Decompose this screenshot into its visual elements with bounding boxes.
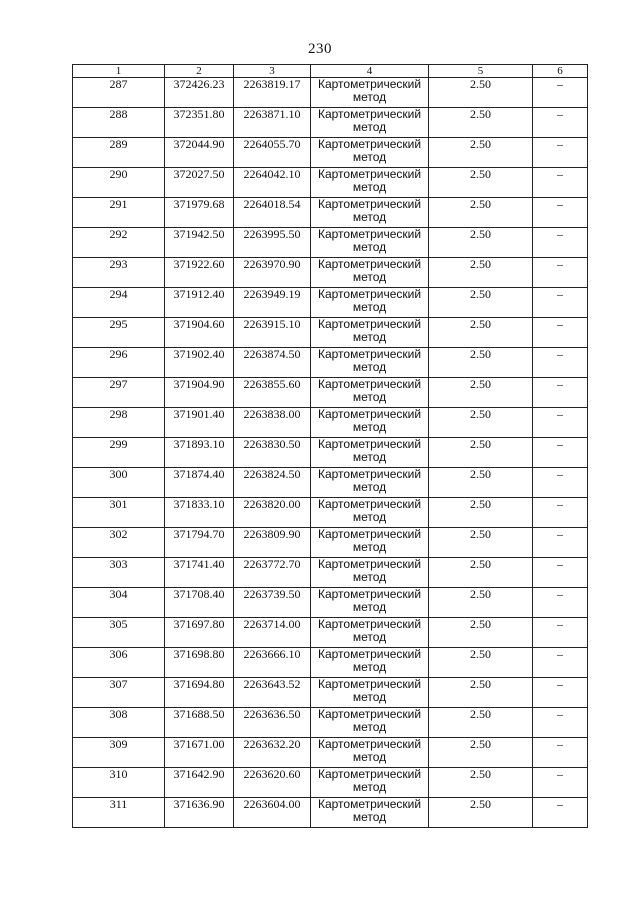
point-number-cell: 307	[73, 678, 165, 708]
note-cell: –	[533, 78, 588, 108]
table-row	[73, 198, 588, 228]
x-coordinate-cell: 372426.23	[165, 78, 234, 108]
point-number-cell: 306	[73, 648, 165, 678]
method-word-line: метод	[352, 540, 387, 554]
y-coordinate-cell: 2263809.90	[234, 528, 311, 558]
table-row	[73, 258, 588, 288]
table-row	[73, 108, 588, 138]
method-cell	[311, 648, 429, 678]
method-name-line: Картометрический	[317, 377, 422, 391]
y-coordinate-cell: 2263824.50	[234, 468, 311, 498]
accuracy-cell: 2.50	[429, 648, 533, 678]
note-cell: –	[533, 678, 588, 708]
method-name-line: Картометрический	[317, 617, 422, 631]
accuracy-cell: 2.50	[429, 498, 533, 528]
accuracy-cell: 2.50	[429, 528, 533, 558]
note-cell: –	[533, 348, 588, 378]
note-cell: –	[533, 228, 588, 258]
table-row	[73, 528, 588, 558]
note-cell: –	[533, 618, 588, 648]
method-word-line: метод	[352, 600, 387, 614]
table-header	[73, 65, 588, 78]
table-row	[73, 228, 588, 258]
method-name-line: Картометрический	[317, 497, 422, 511]
method-word-line: метод	[352, 810, 387, 824]
method-name-line: Картометрический	[317, 707, 422, 721]
note-cell: –	[533, 108, 588, 138]
table-row	[73, 288, 588, 318]
point-number-cell: 298	[73, 408, 165, 438]
method-cell	[311, 708, 429, 738]
method-name-line: Картометрический	[317, 677, 422, 691]
note-cell: –	[533, 168, 588, 198]
accuracy-cell: 2.50	[429, 798, 533, 828]
note-cell: –	[533, 588, 588, 618]
x-coordinate-cell: 371708.40	[165, 588, 234, 618]
x-coordinate-cell: 371697.80	[165, 618, 234, 648]
point-number-cell: 308	[73, 708, 165, 738]
accuracy-cell: 2.50	[429, 228, 533, 258]
point-number-cell: 294	[73, 288, 165, 318]
page-number: 230	[308, 41, 332, 57]
x-coordinate-cell: 371694.80	[165, 678, 234, 708]
header-col-2: 2	[165, 65, 234, 78]
method-cell	[311, 228, 429, 258]
method-name-line: Картометрический	[317, 287, 422, 301]
accuracy-cell: 2.50	[429, 438, 533, 468]
table-row	[73, 558, 588, 588]
x-coordinate-cell: 371922.60	[165, 258, 234, 288]
point-number-cell: 289	[73, 138, 165, 168]
note-cell: –	[533, 318, 588, 348]
y-coordinate-cell: 2263643.52	[234, 678, 311, 708]
note-cell: –	[533, 738, 588, 768]
y-coordinate-cell: 2264018.54	[234, 198, 311, 228]
header-col-1: 1	[73, 65, 165, 78]
method-cell	[311, 258, 429, 288]
accuracy-cell: 2.50	[429, 738, 533, 768]
accuracy-cell: 2.50	[429, 768, 533, 798]
method-word-line: метод	[352, 150, 387, 164]
table-row	[73, 408, 588, 438]
point-number-cell: 295	[73, 318, 165, 348]
point-number-cell: 301	[73, 498, 165, 528]
accuracy-cell: 2.50	[429, 618, 533, 648]
point-number-cell: 303	[73, 558, 165, 588]
method-name-line: Картометрический	[317, 167, 422, 181]
table-row	[73, 738, 588, 768]
method-cell	[311, 198, 429, 228]
note-cell: –	[533, 468, 588, 498]
y-coordinate-cell: 2263949.19	[234, 288, 311, 318]
note-cell: –	[533, 258, 588, 288]
x-coordinate-cell: 371671.00	[165, 738, 234, 768]
header-col-6: 6	[533, 65, 588, 78]
note-cell: –	[533, 558, 588, 588]
x-coordinate-cell: 371794.70	[165, 528, 234, 558]
method-word-line: метод	[352, 390, 387, 404]
method-name-line: Картометрический	[317, 557, 422, 571]
method-name-line: Картометрический	[317, 467, 422, 481]
table-row	[73, 168, 588, 198]
note-cell: –	[533, 438, 588, 468]
table-row	[73, 348, 588, 378]
header-row	[73, 65, 588, 78]
point-number-cell: 299	[73, 438, 165, 468]
method-name-line: Картометрический	[317, 317, 422, 331]
accuracy-cell: 2.50	[429, 708, 533, 738]
method-word-line: метод	[352, 300, 387, 314]
accuracy-cell: 2.50	[429, 198, 533, 228]
accuracy-cell: 2.50	[429, 588, 533, 618]
method-word-line: метод	[352, 690, 387, 704]
x-coordinate-cell: 371912.40	[165, 288, 234, 318]
note-cell: –	[533, 378, 588, 408]
method-cell	[311, 768, 429, 798]
method-cell	[311, 168, 429, 198]
accuracy-cell: 2.50	[429, 258, 533, 288]
x-coordinate-cell: 371642.90	[165, 768, 234, 798]
accuracy-cell: 2.50	[429, 168, 533, 198]
method-cell	[311, 78, 429, 108]
method-cell	[311, 528, 429, 558]
method-cell	[311, 408, 429, 438]
method-name-line: Картометрический	[317, 767, 422, 781]
table-row	[73, 438, 588, 468]
method-name-line: Картометрический	[317, 437, 422, 451]
x-coordinate-cell: 371874.40	[165, 468, 234, 498]
method-word-line: метод	[352, 180, 387, 194]
x-coordinate-cell: 371698.80	[165, 648, 234, 678]
method-word-line: метод	[352, 210, 387, 224]
note-cell: –	[533, 528, 588, 558]
accuracy-cell: 2.50	[429, 348, 533, 378]
y-coordinate-cell: 2263838.00	[234, 408, 311, 438]
method-cell	[311, 288, 429, 318]
method-cell	[311, 738, 429, 768]
method-cell	[311, 108, 429, 138]
table-row	[73, 78, 588, 108]
x-coordinate-cell: 372027.50	[165, 168, 234, 198]
method-cell	[311, 678, 429, 708]
table-row	[73, 618, 588, 648]
x-coordinate-cell: 372351.80	[165, 108, 234, 138]
point-number-cell: 305	[73, 618, 165, 648]
y-coordinate-cell: 2263855.60	[234, 378, 311, 408]
y-coordinate-cell: 2263820.00	[234, 498, 311, 528]
point-number-cell: 297	[73, 378, 165, 408]
x-coordinate-cell: 371902.40	[165, 348, 234, 378]
accuracy-cell: 2.50	[429, 378, 533, 408]
note-cell: –	[533, 708, 588, 738]
point-number-cell: 296	[73, 348, 165, 378]
y-coordinate-cell: 2263714.00	[234, 618, 311, 648]
method-word-line: метод	[352, 660, 387, 674]
accuracy-cell: 2.50	[429, 78, 533, 108]
table-row	[73, 468, 588, 498]
method-cell	[311, 798, 429, 828]
method-word-line: метод	[352, 270, 387, 284]
y-coordinate-cell: 2263636.50	[234, 708, 311, 738]
point-number-cell: 290	[73, 168, 165, 198]
method-word-line: метод	[352, 90, 387, 104]
accuracy-cell: 2.50	[429, 558, 533, 588]
x-coordinate-cell: 371942.50	[165, 228, 234, 258]
note-cell: –	[533, 408, 588, 438]
y-coordinate-cell: 2263871.10	[234, 108, 311, 138]
table-row	[73, 678, 588, 708]
method-word-line: метод	[352, 480, 387, 494]
table-row	[73, 648, 588, 678]
y-coordinate-cell: 2263739.50	[234, 588, 311, 618]
method-cell	[311, 558, 429, 588]
method-word-line: метод	[352, 570, 387, 584]
method-name-line: Картометрический	[317, 107, 422, 121]
table-row	[73, 588, 588, 618]
table-row	[73, 498, 588, 528]
method-name-line: Картометрический	[317, 77, 422, 91]
x-coordinate-cell: 371901.40	[165, 408, 234, 438]
point-number-cell: 302	[73, 528, 165, 558]
point-number-cell: 309	[73, 738, 165, 768]
y-coordinate-cell: 2263915.10	[234, 318, 311, 348]
note-cell: –	[533, 768, 588, 798]
method-name-line: Картометрический	[317, 797, 422, 811]
y-coordinate-cell: 2264055.70	[234, 138, 311, 168]
method-word-line: метод	[352, 630, 387, 644]
accuracy-cell: 2.50	[429, 468, 533, 498]
table-row	[73, 708, 588, 738]
method-word-line: метод	[352, 450, 387, 464]
accuracy-cell: 2.50	[429, 138, 533, 168]
accuracy-cell: 2.50	[429, 678, 533, 708]
note-cell: –	[533, 648, 588, 678]
method-cell	[311, 348, 429, 378]
accuracy-cell: 2.50	[429, 318, 533, 348]
x-coordinate-cell: 371741.40	[165, 558, 234, 588]
point-number-cell: 291	[73, 198, 165, 228]
header-col-3: 3	[234, 65, 311, 78]
y-coordinate-cell: 2264042.10	[234, 168, 311, 198]
method-word-line: метод	[352, 780, 387, 794]
y-coordinate-cell: 2263604.00	[234, 798, 311, 828]
x-coordinate-cell: 371688.50	[165, 708, 234, 738]
accuracy-cell: 2.50	[429, 108, 533, 138]
y-coordinate-cell: 2263772.70	[234, 558, 311, 588]
x-coordinate-cell: 372044.90	[165, 138, 234, 168]
method-cell	[311, 438, 429, 468]
y-coordinate-cell: 2263620.60	[234, 768, 311, 798]
point-number-cell: 311	[73, 798, 165, 828]
table-row	[73, 318, 588, 348]
point-number-cell: 292	[73, 228, 165, 258]
accuracy-cell: 2.50	[429, 288, 533, 318]
method-word-line: метод	[352, 120, 387, 134]
y-coordinate-cell: 2263970.90	[234, 258, 311, 288]
table-row	[73, 768, 588, 798]
method-name-line: Картометрический	[317, 527, 422, 541]
point-number-cell: 287	[73, 78, 165, 108]
method-word-line: метод	[352, 510, 387, 524]
x-coordinate-cell: 371904.60	[165, 318, 234, 348]
method-name-line: Картометрический	[317, 137, 422, 151]
point-number-cell: 304	[73, 588, 165, 618]
point-number-cell: 300	[73, 468, 165, 498]
note-cell: –	[533, 138, 588, 168]
method-cell	[311, 138, 429, 168]
method-cell	[311, 618, 429, 648]
method-word-line: метод	[352, 750, 387, 764]
x-coordinate-cell: 371893.10	[165, 438, 234, 468]
method-name-line: Картометрический	[317, 257, 422, 271]
method-word-line: метод	[352, 360, 387, 374]
method-cell	[311, 468, 429, 498]
method-word-line: метод	[352, 240, 387, 254]
method-name-line: Картометрический	[317, 347, 422, 361]
y-coordinate-cell: 2263666.10	[234, 648, 311, 678]
note-cell: –	[533, 198, 588, 228]
y-coordinate-cell: 2263830.50	[234, 438, 311, 468]
table-body	[73, 78, 588, 828]
table-row	[73, 378, 588, 408]
x-coordinate-cell: 371979.68	[165, 198, 234, 228]
x-coordinate-cell: 371636.90	[165, 798, 234, 828]
note-cell: –	[533, 498, 588, 528]
method-name-line: Картометрический	[317, 197, 422, 211]
y-coordinate-cell: 2263632.20	[234, 738, 311, 768]
method-name-line: Картометрический	[317, 407, 422, 421]
method-word-line: метод	[352, 720, 387, 734]
x-coordinate-cell: 371833.10	[165, 498, 234, 528]
method-name-line: Картометрический	[317, 587, 422, 601]
method-cell	[311, 588, 429, 618]
table-row	[73, 798, 588, 828]
method-word-line: метод	[352, 330, 387, 344]
method-word-line: метод	[352, 420, 387, 434]
note-cell: –	[533, 288, 588, 318]
note-cell: –	[533, 798, 588, 828]
method-cell	[311, 498, 429, 528]
point-number-cell: 288	[73, 108, 165, 138]
header-col-5: 5	[429, 65, 533, 78]
method-cell	[311, 378, 429, 408]
table-row	[73, 138, 588, 168]
point-number-cell: 310	[73, 768, 165, 798]
point-number-cell: 293	[73, 258, 165, 288]
y-coordinate-cell: 2263995.50	[234, 228, 311, 258]
y-coordinate-cell: 2263874.50	[234, 348, 311, 378]
header-col-4: 4	[311, 65, 429, 78]
method-name-line: Картометрический	[317, 227, 422, 241]
y-coordinate-cell: 2263819.17	[234, 78, 311, 108]
method-cell	[311, 318, 429, 348]
accuracy-cell: 2.50	[429, 408, 533, 438]
x-coordinate-cell: 371904.90	[165, 378, 234, 408]
method-name-line: Картометрический	[317, 737, 422, 751]
coordinates-table	[72, 64, 588, 828]
method-name-line: Картометрический	[317, 647, 422, 661]
